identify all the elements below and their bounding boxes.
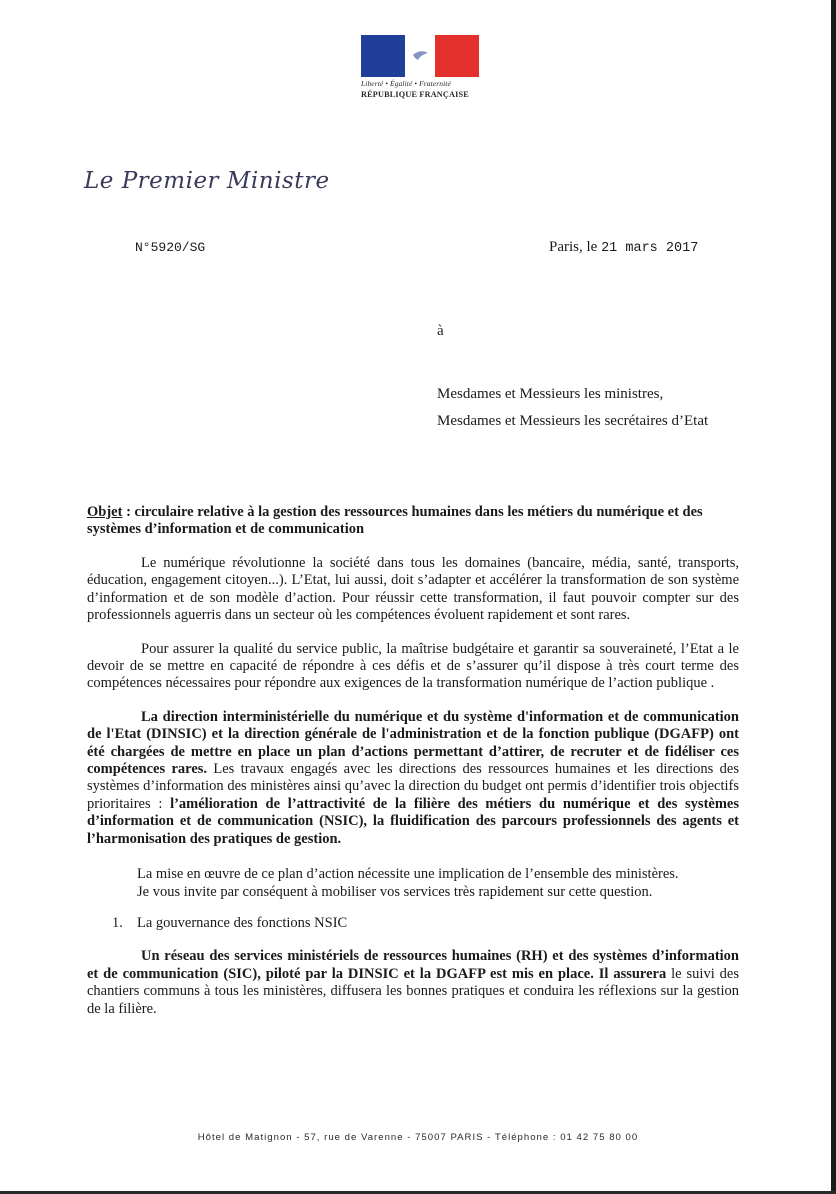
section-title: La gouvernance des fonctions NSIC [137, 914, 348, 931]
letter-place: Paris, le [549, 239, 598, 255]
subject-label: Objet [87, 504, 123, 520]
footer-address: Hôtel de Matignon - 57, rue de Varenne - 75007 PARIS - Téléphone : 01 42 75 80 00 [197, 1132, 639, 1143]
paragraph-3-text: Les travaux engagés avec les directions des ressources humaines et les directions des systèmes d’information des ministères ainsi qu’avec la direction du budget ont permis d’identifier trois objectifs prioritaires : [87, 761, 739, 812]
prime-minister-title: Le Premier Ministre [84, 168, 330, 194]
subject-text: circulaire relative à la gestion des ressources humaines dans les métiers du numérique et des systèmes d’information et de communication [87, 504, 703, 537]
recipient-line: Mesdames et Messieurs les ministres, [437, 386, 664, 402]
place-and-date [549, 239, 698, 256]
subject-separator: : [122, 504, 135, 520]
paragraph-3-bold: La direction interministérielle du numérique et du système d'information et de communication de l'Etat (DINSIC) et la direction générale de l'administration et de la fonction publique (DGAFP) ont été chargées de mettre en place un plan d’actions permettant d’attirer, de recruter et de fidéliser ces compétences rares. [87, 708, 739, 778]
letter-body [87, 555, 739, 1018]
paragraph-1: Le numérique révolutionne la société dans tous les domaines (bancaire, média, santé, transports, éducation, engagement citoyen...). L’Etat, lui aussi, doit s’adapter et accélérer la transformation de son système d’information et de son modèle d’action. Pour réussir cette transformation, il faut pouvoir compter sur des professionnels aguerris dans un secteur où les compétences évoluent rapidement et sont rares. [87, 555, 739, 624]
section-heading [87, 915, 739, 932]
paragraph-3 [87, 709, 739, 848]
paragraph-5-text: le suivi des chantiers communs à tous les ministères, diffusera les bonnes pratiques et conduira les réflexions sur la gestion de la filière. [87, 965, 739, 1017]
paragraph-3-bold-end: l’amélioration de l’attractivité de la filière des métiers du numérique et des systèmes d’information et de communication (NSIC), la fluidification des parcours professionnels des agents et l’harmonisation des pratiques de gestion. [87, 795, 739, 847]
letter-date: 21 mars 2017 [601, 241, 699, 256]
recipient-line: Mesdames et Messieurs les secrétaires d’Etat [437, 413, 709, 429]
recipients-block [437, 381, 708, 435]
letter-reference: N°5920/SG [135, 240, 206, 255]
scan-border-right [831, 0, 836, 1194]
paragraph-5-bold: Un réseau des services ministériels de ressources humaines (RH) et des systèmes d’information et de communication (SIC), piloté par la DINSIC et la DGAFP est mis en place. Il assurera [87, 948, 739, 982]
paragraph-4-line-1: La mise en œuvre de ce plan d’action nécessite une implication de l’ensemble des ministères. [137, 866, 679, 883]
paragraph-2: Pour assurer la qualité du service public, la maîtrise budgétaire et garantir sa souveraineté, l’Etat a le devoir de se mettre en capacité de répondre à ces défis et de s’assurer qu’il dispose à très court terme des compétences nécessaires pour répondre aux exigences de la transformation numérique de l’action publique . [87, 640, 739, 692]
paragraph-4 [87, 866, 739, 901]
address-to: à [437, 323, 444, 339]
subject-line [87, 504, 739, 538]
republic-motto: Liberté • Égalité • Fraternité [361, 79, 451, 88]
paragraph-4-line-2: Je vous invite par conséquent à mobiliser vos services très rapidement sur cette question. [137, 883, 653, 900]
section-number: 1. [112, 914, 123, 931]
marianne-logo [361, 35, 481, 99]
flag-blue-band [361, 35, 405, 77]
marianne-flag-icon [361, 35, 479, 77]
paragraph-5 [87, 948, 739, 1018]
flag-red-band [435, 35, 479, 77]
republic-name: RÉPUBLIQUE FRANÇAISE [361, 90, 469, 99]
